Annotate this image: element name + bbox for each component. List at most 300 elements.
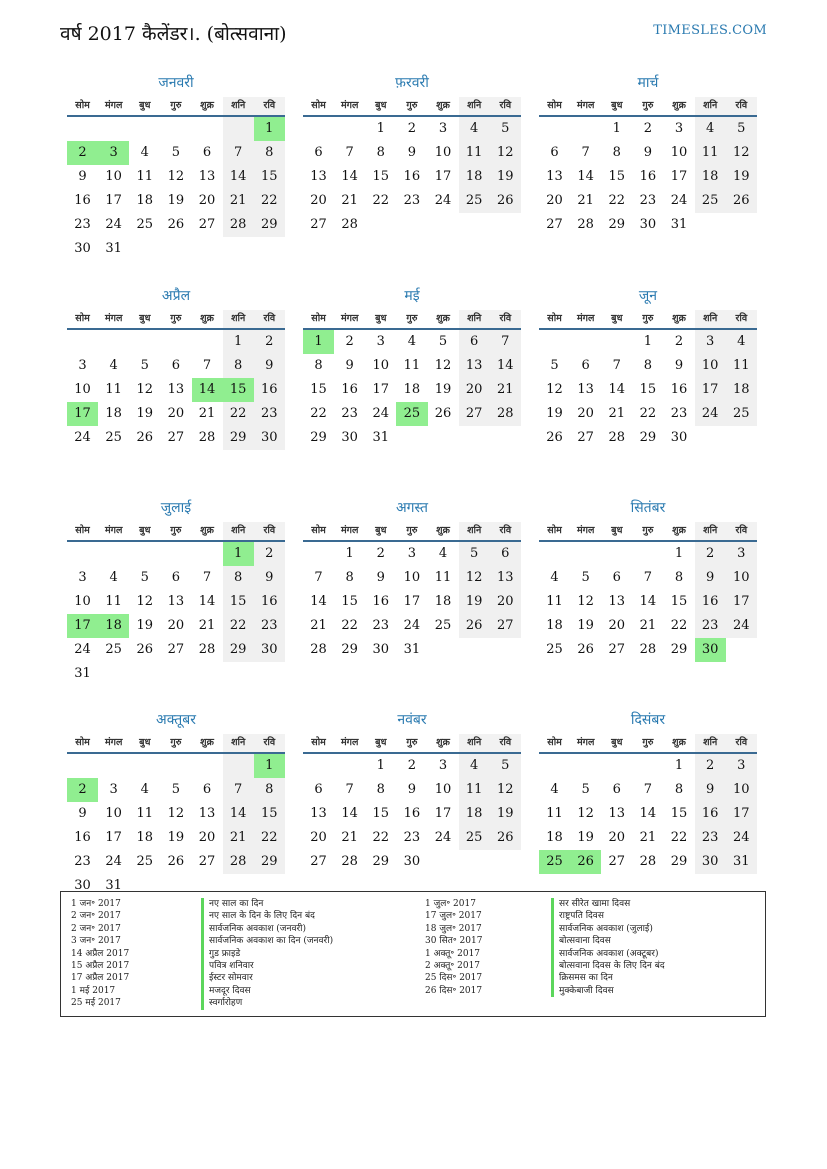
day-cell: 24 bbox=[726, 826, 757, 850]
day-cell: 10 bbox=[74, 594, 91, 609]
weekday-label: बुध bbox=[611, 313, 623, 324]
day-cell: 16 bbox=[254, 378, 285, 402]
weekday-label: शुक्र bbox=[672, 737, 686, 748]
weekday-label: शुक्र bbox=[672, 525, 686, 536]
day-cell: 21 bbox=[490, 378, 521, 402]
day-cell: 26 bbox=[136, 430, 154, 445]
day-cell: 9 bbox=[407, 145, 417, 160]
day-cell: 29 bbox=[639, 430, 657, 445]
weekday-label: गुरु bbox=[642, 525, 654, 536]
day-cell: 6 bbox=[314, 145, 323, 160]
day-cell: 25 bbox=[434, 618, 452, 633]
weekday-label: गुरु bbox=[170, 737, 182, 748]
day-cell: 1 bbox=[674, 546, 684, 561]
weekday-header bbox=[303, 734, 521, 754]
weekday-label: गुरु bbox=[642, 737, 654, 748]
day-cell: 24 bbox=[695, 402, 726, 426]
day-cell: 8 bbox=[674, 782, 684, 797]
day-cell: 6 bbox=[314, 782, 323, 797]
holiday-day: 3 bbox=[98, 141, 129, 165]
day-cell: 27 bbox=[608, 854, 626, 869]
day-cell: 6 bbox=[490, 542, 521, 566]
weekday-label: सोम bbox=[547, 737, 562, 748]
legend-holiday-name: मजदूर दिवस bbox=[201, 985, 333, 997]
day-cell: 28 bbox=[608, 430, 626, 445]
legend-holiday-name: सर सीरेत खामा दिवस bbox=[551, 898, 665, 910]
weekday-label: सोम bbox=[547, 313, 562, 324]
weekday-label: शनि bbox=[459, 734, 490, 752]
weekday-label: शनि bbox=[223, 734, 254, 752]
day-cell: 31 bbox=[105, 878, 122, 893]
day-cell: 9 bbox=[254, 354, 285, 378]
day-cell: 17 bbox=[372, 382, 390, 397]
legend-left-dates bbox=[71, 898, 129, 1010]
day-cell: 20 bbox=[490, 590, 521, 614]
empty-cell bbox=[570, 117, 601, 141]
day-cell: 8 bbox=[345, 570, 354, 585]
day-cell: 13 bbox=[167, 594, 185, 609]
day-cell: 7 bbox=[643, 570, 653, 585]
day-cell: 4 bbox=[140, 782, 149, 797]
day-cell: 27 bbox=[198, 217, 216, 232]
day-cell: 13 bbox=[577, 382, 594, 397]
day-cell: 15 bbox=[670, 594, 688, 609]
day-cell: 29 bbox=[670, 854, 688, 869]
empty-cell bbox=[98, 754, 129, 778]
day-cell: 21 bbox=[341, 830, 358, 845]
weekday-label: गुरु bbox=[406, 737, 418, 748]
empty-cell bbox=[601, 542, 632, 566]
month-name: नवंबर bbox=[397, 712, 427, 728]
day-cell: 26 bbox=[546, 430, 563, 445]
weekday-label: शनि bbox=[695, 310, 726, 328]
day-cell: 18 bbox=[136, 193, 154, 208]
day-cell: 10 bbox=[726, 778, 757, 802]
empty-cell bbox=[303, 117, 334, 141]
day-cell: 9 bbox=[78, 169, 87, 184]
day-cell: 14 bbox=[223, 165, 254, 189]
day-cell: 25 bbox=[546, 642, 563, 657]
month-name: जुलाई bbox=[160, 500, 192, 516]
day-cell: 1 bbox=[643, 334, 653, 349]
weekday-label: मंगल bbox=[576, 100, 595, 111]
weekday-label: बुध bbox=[375, 737, 387, 748]
day-grid bbox=[67, 754, 285, 898]
day-cell: 1 bbox=[345, 546, 354, 561]
day-cell: 20 bbox=[167, 406, 185, 421]
day-cell: 14 bbox=[341, 169, 358, 184]
day-cell: 30 bbox=[695, 850, 726, 874]
day-grid bbox=[303, 542, 521, 662]
day-cell: 17 bbox=[726, 590, 757, 614]
day-cell: 25 bbox=[136, 854, 154, 869]
legend-holiday-name: सार्वजनिक अवकाश (जनवरी) bbox=[201, 923, 333, 935]
empty-cell bbox=[223, 754, 254, 778]
weekday-label: बुध bbox=[611, 100, 623, 111]
day-cell: 22 bbox=[341, 618, 358, 633]
day-cell: 11 bbox=[546, 594, 563, 609]
weekday-label: मंगल bbox=[104, 525, 123, 536]
month-name: अप्रैल bbox=[161, 288, 191, 304]
day-cell: 14 bbox=[639, 594, 657, 609]
day-cell: 27 bbox=[310, 854, 327, 869]
empty-cell bbox=[67, 117, 98, 141]
legend-holiday-name: बोत्सवाना दिवस के लिए दिन बंद bbox=[551, 960, 665, 972]
day-grid bbox=[67, 542, 285, 686]
legend-holiday-name: सार्वजनिक अवकाश का दिन (जनवरी) bbox=[201, 935, 333, 947]
day-cell: 28 bbox=[577, 217, 594, 232]
day-cell: 30 bbox=[74, 241, 91, 256]
legend-holiday-name: स्वर्गारोहण bbox=[201, 997, 333, 1009]
month-11 bbox=[303, 710, 521, 874]
holiday-day: 2 bbox=[67, 778, 98, 802]
day-cell: 15 bbox=[608, 169, 626, 184]
day-cell: 14 bbox=[310, 594, 327, 609]
day-cell: 26 bbox=[577, 642, 594, 657]
day-cell: 6 bbox=[202, 782, 212, 797]
weekday-label: शुक्र bbox=[436, 100, 450, 111]
weekday-header bbox=[539, 97, 757, 117]
holiday-day: 1 bbox=[223, 542, 254, 566]
day-cell: 25 bbox=[459, 826, 490, 850]
month-name: फ़रवरी bbox=[395, 75, 429, 91]
day-cell: 5 bbox=[171, 782, 181, 797]
day-grid bbox=[303, 330, 521, 450]
day-cell: 16 bbox=[403, 169, 421, 184]
day-cell: 19 bbox=[490, 802, 521, 826]
day-cell: 9 bbox=[407, 782, 417, 797]
empty-cell bbox=[98, 117, 129, 141]
day-cell: 20 bbox=[310, 193, 327, 208]
day-cell: 20 bbox=[198, 193, 216, 208]
day-cell: 3 bbox=[695, 330, 726, 354]
weekday-header bbox=[67, 734, 285, 754]
day-cell: 3 bbox=[78, 570, 87, 585]
day-cell: 4 bbox=[550, 782, 559, 797]
day-cell: 22 bbox=[223, 402, 254, 426]
empty-cell bbox=[192, 330, 223, 354]
weekday-label: मंगल bbox=[576, 313, 595, 324]
legend-date: 17 जुल॰ 2017 bbox=[425, 911, 482, 922]
day-grid bbox=[539, 542, 757, 662]
holiday-day: 2 bbox=[67, 141, 98, 165]
day-cell: 7 bbox=[490, 330, 521, 354]
day-cell: 18 bbox=[695, 165, 726, 189]
day-cell: 11 bbox=[459, 141, 490, 165]
holiday-day: 1 bbox=[254, 117, 285, 141]
weekday-label: मंगल bbox=[104, 100, 123, 111]
day-cell: 11 bbox=[105, 382, 122, 397]
day-cell: 28 bbox=[310, 642, 327, 657]
weekday-label: शुक्र bbox=[672, 100, 686, 111]
day-cell: 22 bbox=[670, 830, 688, 845]
day-cell: 25 bbox=[105, 430, 122, 445]
day-cell: 7 bbox=[345, 145, 354, 160]
day-cell: 12 bbox=[577, 806, 594, 821]
empty-cell bbox=[632, 754, 663, 778]
day-cell: 16 bbox=[695, 590, 726, 614]
holiday-day: 25 bbox=[396, 402, 427, 426]
day-cell: 10 bbox=[403, 570, 421, 585]
page-title: वर्ष 2017 कैलेंडर।. (बोत्सवाना) bbox=[60, 23, 287, 45]
day-cell: 24 bbox=[372, 406, 390, 421]
day-cell: 16 bbox=[670, 382, 688, 397]
day-cell: 24 bbox=[74, 430, 91, 445]
day-cell: 6 bbox=[550, 145, 559, 160]
day-cell: 30 bbox=[74, 878, 91, 893]
month-5 bbox=[303, 286, 521, 450]
day-cell: 4 bbox=[140, 145, 149, 160]
day-cell: 13 bbox=[167, 382, 185, 397]
legend-date: 2 जन॰ 2017 bbox=[71, 911, 121, 922]
day-cell: 21 bbox=[577, 193, 594, 208]
weekday-label: शनि bbox=[695, 97, 726, 115]
day-cell: 21 bbox=[608, 406, 626, 421]
day-cell: 31 bbox=[74, 666, 91, 681]
weekday-label: बुध bbox=[139, 100, 151, 111]
weekday-label: शनि bbox=[459, 97, 490, 115]
day-cell: 14 bbox=[608, 382, 626, 397]
day-cell: 27 bbox=[167, 642, 185, 657]
day-cell: 28 bbox=[198, 642, 216, 657]
day-cell: 6 bbox=[171, 570, 181, 585]
day-cell: 27 bbox=[167, 430, 185, 445]
weekday-label: बुध bbox=[375, 313, 387, 324]
legend-date: 26 दिस॰ 2017 bbox=[425, 985, 483, 996]
weekday-header bbox=[539, 310, 757, 330]
day-cell: 28 bbox=[639, 642, 657, 657]
weekday-header bbox=[303, 97, 521, 117]
day-cell: 22 bbox=[254, 826, 285, 850]
weekday-label: शुक्र bbox=[436, 525, 450, 536]
day-cell: 25 bbox=[726, 402, 757, 426]
day-cell: 7 bbox=[643, 782, 653, 797]
day-cell: 5 bbox=[490, 754, 521, 778]
day-cell: 27 bbox=[608, 642, 626, 657]
empty-cell bbox=[334, 117, 365, 141]
day-cell: 10 bbox=[726, 566, 757, 590]
weekday-label: रवि bbox=[726, 734, 757, 752]
day-cell: 5 bbox=[438, 334, 448, 349]
day-cell: 27 bbox=[310, 217, 327, 232]
day-cell: 29 bbox=[223, 426, 254, 450]
day-cell: 8 bbox=[223, 354, 254, 378]
day-cell: 27 bbox=[546, 217, 563, 232]
day-cell: 15 bbox=[254, 165, 285, 189]
weekday-header bbox=[67, 310, 285, 330]
legend-date: 1 अक्तू॰ 2017 bbox=[425, 948, 481, 959]
day-cell: 19 bbox=[546, 406, 563, 421]
day-cell: 18 bbox=[459, 165, 490, 189]
day-cell: 1 bbox=[674, 758, 684, 773]
weekday-label: बुध bbox=[139, 525, 151, 536]
day-cell: 18 bbox=[726, 378, 757, 402]
day-cell: 22 bbox=[372, 830, 390, 845]
day-cell: 1 bbox=[612, 121, 621, 136]
legend-date: 1 जुल॰ 2017 bbox=[425, 899, 476, 909]
day-cell: 15 bbox=[670, 806, 688, 821]
day-cell: 26 bbox=[490, 826, 521, 850]
day-cell: 21 bbox=[223, 826, 254, 850]
day-cell: 14 bbox=[198, 594, 216, 609]
weekday-label: रवि bbox=[490, 522, 521, 540]
day-cell: 31 bbox=[670, 217, 688, 232]
day-cell: 2 bbox=[345, 334, 354, 349]
day-cell: 20 bbox=[167, 618, 185, 633]
weekday-label: शनि bbox=[223, 310, 254, 328]
month-name: जून bbox=[638, 288, 658, 304]
day-cell: 18 bbox=[546, 618, 563, 633]
day-cell: 2 bbox=[254, 330, 285, 354]
day-cell: 9 bbox=[376, 570, 385, 585]
day-cell: 20 bbox=[459, 378, 490, 402]
weekday-label: शनि bbox=[459, 522, 490, 540]
holiday-day: 17 bbox=[67, 614, 98, 638]
empty-cell bbox=[303, 754, 334, 778]
day-cell: 12 bbox=[167, 806, 185, 821]
day-cell: 20 bbox=[608, 830, 626, 845]
day-cell: 13 bbox=[198, 806, 216, 821]
legend-date: 3 जन॰ 2017 bbox=[71, 936, 121, 947]
empty-cell bbox=[192, 754, 223, 778]
day-cell: 31 bbox=[372, 430, 390, 445]
day-cell: 10 bbox=[105, 806, 122, 821]
weekday-label: रवि bbox=[490, 97, 521, 115]
month-2 bbox=[303, 73, 521, 237]
day-cell: 7 bbox=[202, 570, 212, 585]
day-cell: 12 bbox=[434, 358, 452, 373]
day-cell: 12 bbox=[726, 141, 757, 165]
day-cell: 20 bbox=[577, 406, 594, 421]
day-cell: 19 bbox=[459, 590, 490, 614]
day-cell: 30 bbox=[670, 430, 688, 445]
day-cell: 28 bbox=[198, 430, 216, 445]
day-cell: 23 bbox=[254, 614, 285, 638]
weekday-label: बुध bbox=[611, 737, 623, 748]
holiday-day: 1 bbox=[303, 330, 334, 354]
weekday-label: बुध bbox=[139, 313, 151, 324]
day-cell: 7 bbox=[345, 782, 354, 797]
empty-cell bbox=[601, 754, 632, 778]
day-cell: 1 bbox=[376, 121, 385, 136]
day-cell: 17 bbox=[105, 193, 122, 208]
weekday-label: मंगल bbox=[340, 313, 359, 324]
legend-holiday-name: ईस्टर सोमवार bbox=[201, 972, 333, 984]
day-cell: 19 bbox=[577, 830, 594, 845]
day-cell: 6 bbox=[581, 358, 590, 373]
weekday-label: सोम bbox=[547, 525, 562, 536]
legend-date: 30 सित॰ 2017 bbox=[425, 936, 483, 947]
day-cell: 10 bbox=[434, 782, 452, 797]
day-cell: 27 bbox=[198, 854, 216, 869]
day-cell: 30 bbox=[372, 642, 390, 657]
weekday-label: रवि bbox=[726, 522, 757, 540]
weekday-label: गुरु bbox=[642, 100, 654, 111]
day-cell: 16 bbox=[74, 193, 91, 208]
empty-cell bbox=[160, 117, 191, 141]
day-cell: 10 bbox=[670, 145, 688, 160]
day-cell: 30 bbox=[403, 854, 421, 869]
day-cell: 16 bbox=[74, 830, 91, 845]
legend-left-names bbox=[201, 898, 333, 1010]
day-cell: 8 bbox=[223, 566, 254, 590]
empty-cell bbox=[129, 542, 160, 566]
weekday-label: रवि bbox=[254, 522, 285, 540]
empty-cell bbox=[539, 117, 570, 141]
day-cell: 24 bbox=[434, 830, 452, 845]
day-cell: 4 bbox=[550, 570, 559, 585]
empty-cell bbox=[334, 754, 365, 778]
day-cell: 26 bbox=[167, 217, 185, 232]
day-cell: 9 bbox=[78, 806, 87, 821]
day-cell: 23 bbox=[695, 614, 726, 638]
month-12 bbox=[539, 710, 757, 874]
day-cell: 5 bbox=[550, 358, 559, 373]
day-cell: 3 bbox=[438, 758, 448, 773]
holiday-day: 30 bbox=[695, 638, 726, 662]
day-cell: 3 bbox=[407, 546, 417, 561]
empty-cell bbox=[98, 542, 129, 566]
legend-date: 25 दिस॰ 2017 bbox=[425, 973, 483, 984]
legend-date: 15 अप्रैल 2017 bbox=[71, 960, 130, 971]
day-cell: 14 bbox=[490, 354, 521, 378]
day-cell: 6 bbox=[612, 782, 621, 797]
weekday-label: शनि bbox=[695, 734, 726, 752]
weekday-header bbox=[303, 522, 521, 542]
month-name: दिसंबर bbox=[630, 712, 666, 728]
day-cell: 12 bbox=[490, 141, 521, 165]
weekday-label: रवि bbox=[254, 734, 285, 752]
weekday-label: बुध bbox=[611, 525, 623, 536]
weekday-label: मंगल bbox=[340, 100, 359, 111]
weekday-label: शुक्र bbox=[672, 313, 686, 324]
day-cell: 28 bbox=[223, 213, 254, 237]
day-cell: 23 bbox=[74, 217, 91, 232]
weekday-header bbox=[67, 97, 285, 117]
day-cell: 23 bbox=[670, 406, 688, 421]
day-cell: 30 bbox=[639, 217, 657, 232]
day-cell: 5 bbox=[459, 542, 490, 566]
day-cell: 2 bbox=[376, 546, 385, 561]
day-cell: 7 bbox=[612, 358, 621, 373]
day-cell: 17 bbox=[434, 806, 452, 821]
day-cell: 29 bbox=[372, 854, 390, 869]
day-cell: 7 bbox=[202, 358, 212, 373]
month-10 bbox=[67, 710, 285, 898]
day-cell: 2 bbox=[254, 542, 285, 566]
day-cell: 22 bbox=[254, 189, 285, 213]
weekday-label: रवि bbox=[254, 310, 285, 328]
day-cell: 29 bbox=[608, 217, 626, 232]
day-cell: 5 bbox=[171, 145, 181, 160]
day-cell: 7 bbox=[581, 145, 590, 160]
weekday-label: मंगल bbox=[340, 737, 359, 748]
month-name: अगस्त bbox=[395, 500, 428, 516]
day-cell: 16 bbox=[372, 594, 390, 609]
day-cell: 10 bbox=[695, 354, 726, 378]
day-cell: 26 bbox=[136, 642, 154, 657]
day-cell: 20 bbox=[546, 193, 563, 208]
day-cell: 7 bbox=[223, 141, 254, 165]
day-cell: 4 bbox=[459, 754, 490, 778]
day-cell: 24 bbox=[403, 618, 421, 633]
day-cell: 29 bbox=[254, 850, 285, 874]
day-cell: 28 bbox=[639, 854, 657, 869]
site-link[interactable]: TIMESLES.COM bbox=[653, 23, 767, 38]
empty-cell bbox=[160, 330, 191, 354]
day-cell: 12 bbox=[167, 169, 185, 184]
day-cell: 13 bbox=[310, 169, 327, 184]
